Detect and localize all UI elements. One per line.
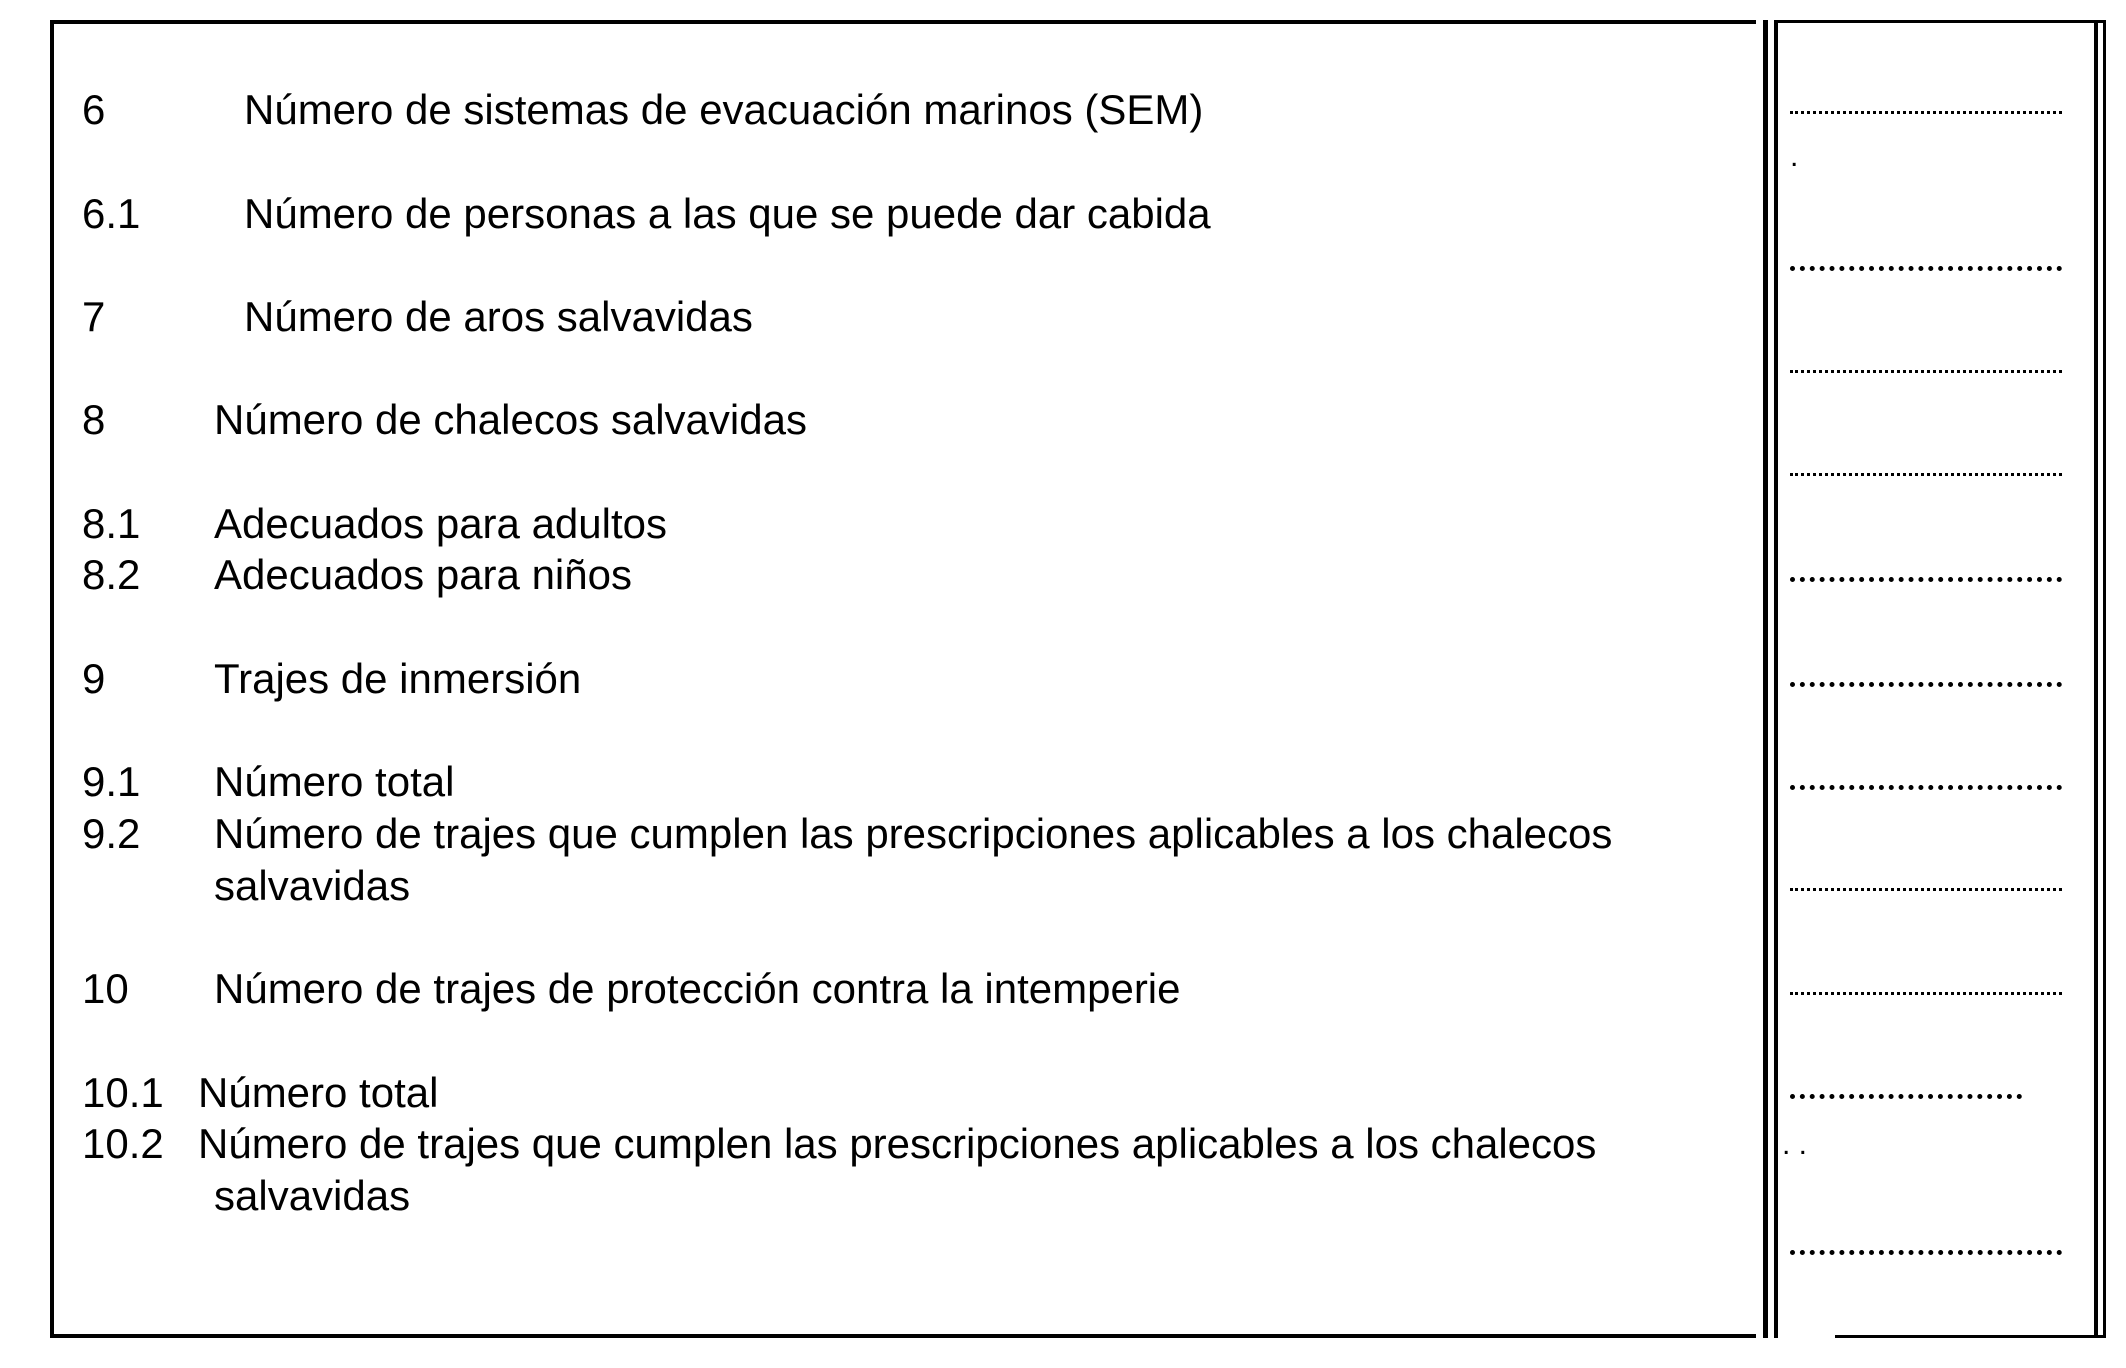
item-number: 9.1 [82, 758, 141, 805]
item-label: Número de trajes que cumplen las prescripciones aplicables a los chalecos [198, 1120, 1597, 1167]
answer-blank[interactable] [1790, 111, 2062, 114]
item-number: 6.1 [82, 190, 141, 237]
column-divider-inner [1774, 20, 1778, 1338]
item-number: 7 [82, 293, 106, 340]
item-number: 10.2 [82, 1120, 164, 1167]
item-label: Número de aros salvavidas [244, 293, 753, 340]
answer-blank[interactable] [1790, 577, 2062, 582]
item-label-continuation: salvavidas [214, 862, 411, 909]
item-label: Número de trajes que cumplen las prescripciones aplicables a los chalecos [214, 810, 1613, 857]
item-label: Número total [214, 758, 455, 805]
right-border-outer [2094, 20, 2098, 1338]
answer-blank[interactable] [1790, 266, 2062, 271]
item-number: 6 [82, 86, 106, 133]
item-number: 9 [82, 655, 106, 702]
item-label: Adecuados para niños [214, 551, 632, 598]
answer-blank[interactable] [1790, 888, 2062, 891]
item-number: 8.2 [82, 551, 141, 598]
item-number: 8.1 [82, 500, 141, 547]
answer-blank[interactable] [1790, 785, 2062, 790]
stray-dot: . [1790, 140, 1799, 173]
item-label-continuation: salvavidas [214, 1172, 411, 1219]
answer-blank[interactable] [1790, 1094, 2022, 1099]
answer-blank[interactable] [1790, 682, 2062, 687]
item-label: Adecuados para adultos [214, 500, 667, 547]
item-label: Número de chalecos salvavidas [214, 396, 807, 443]
column-divider [1763, 20, 1768, 1338]
item-number: 10.1 [82, 1069, 164, 1116]
answer-column-top [1774, 20, 2106, 23]
item-label: Trajes de inmersión [214, 655, 582, 702]
right-border-inner [2103, 20, 2106, 1338]
item-number: 9.2 [82, 810, 141, 857]
item-label: Número de personas a las que se puede dar cabida [244, 190, 1211, 237]
item-number: 8 [82, 396, 106, 443]
answer-blank[interactable] [1790, 473, 2062, 476]
answer-blank[interactable] [1790, 992, 2062, 995]
stray-dots: . . [1782, 1128, 1808, 1161]
item-label: Número de sistemas de evacuación marinos (SEM) [244, 86, 1204, 133]
item-number: 10 [82, 965, 129, 1012]
answer-column-bottom [1835, 1335, 2106, 1338]
answer-blank[interactable] [1790, 370, 2062, 373]
item-label: Número de trajes de protección contra la intemperie [214, 965, 1181, 1012]
answer-blank[interactable] [1790, 1250, 2062, 1255]
item-label: Número total [198, 1069, 439, 1116]
